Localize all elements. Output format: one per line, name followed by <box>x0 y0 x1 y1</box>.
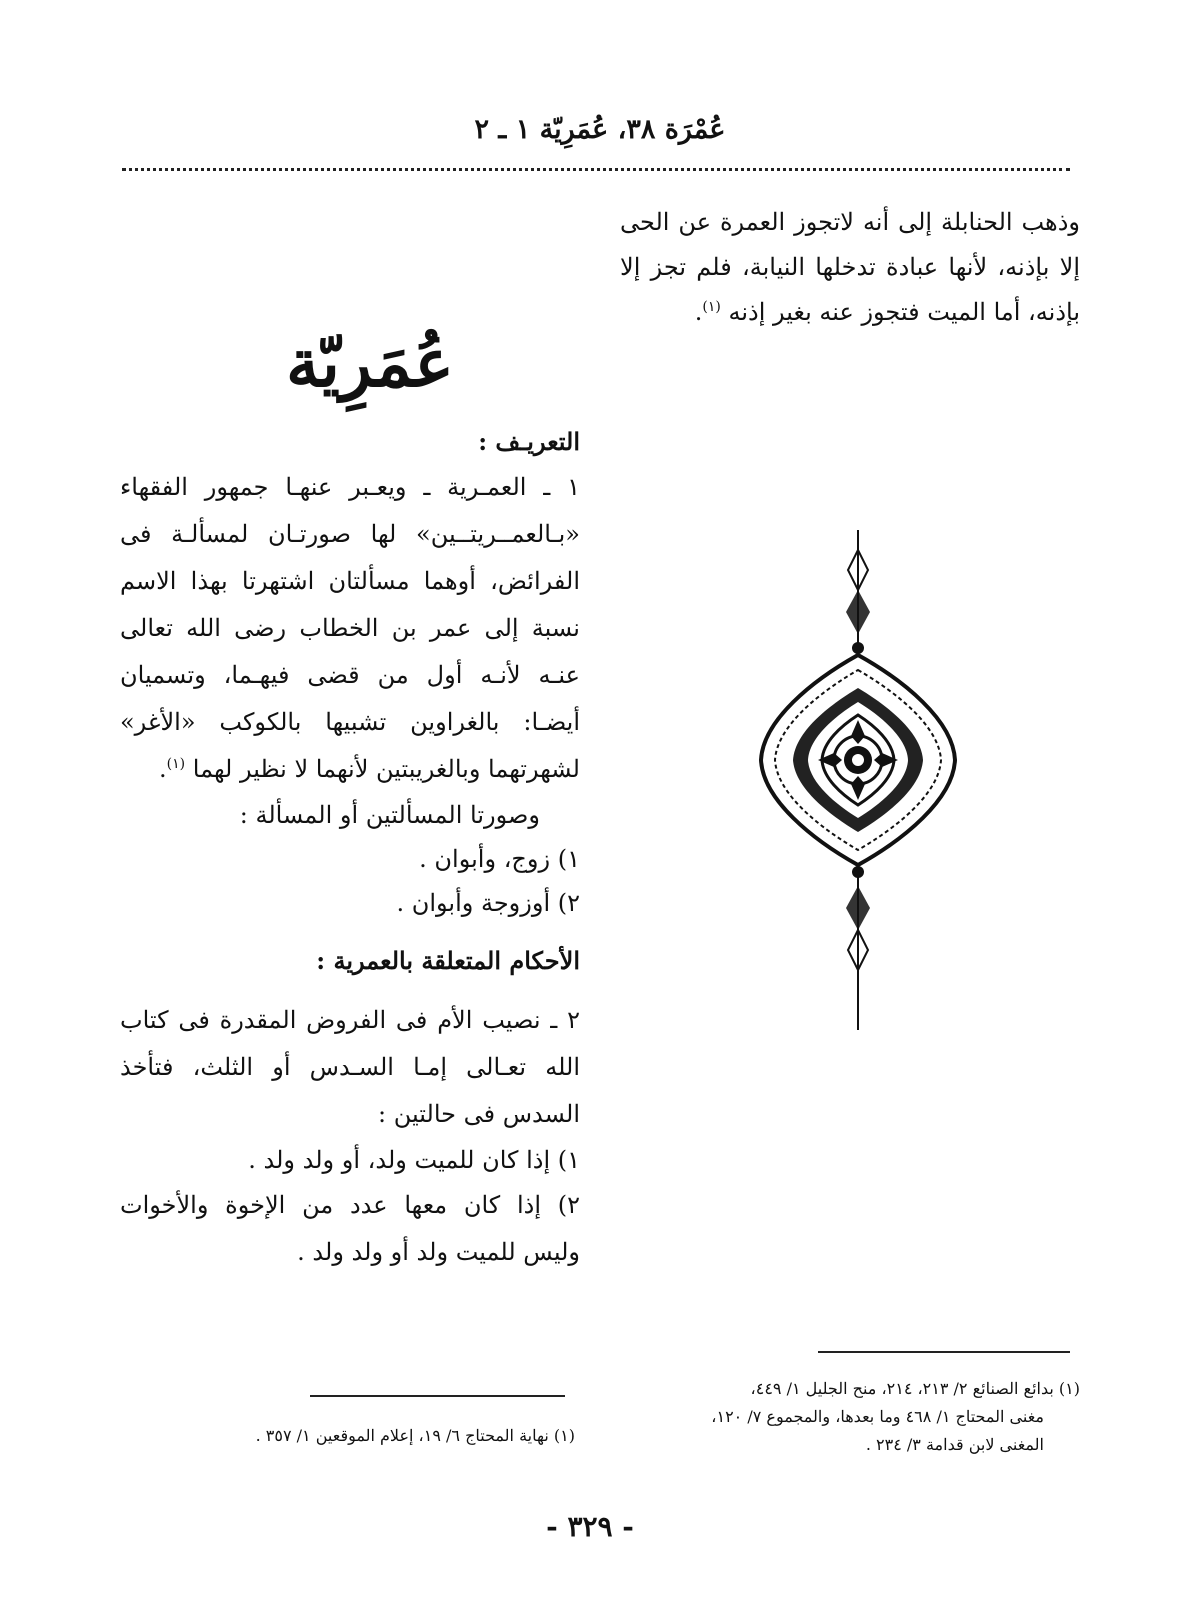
footnote-rule-left <box>310 1395 565 1397</box>
footnote-left: (١) نهاية المحتاج ٦/ ١٩، إعلام الموقعين ١/ ٣٥٧ . <box>255 1426 575 1445</box>
rulings-heading: الأحكام المتعلقة بالعمرية : <box>316 946 580 975</box>
running-header: عُمْرَة ٣٨، عُمَرِيّة ١ ـ ٢ <box>474 114 726 145</box>
paragraph-2: ٢ ـ نصيب الأم فى الفروض المقدرة فى كتاب الله تعـالى إمـا السـدس أو الثلث، فتأخذ السدس فى حالتين : <box>120 1006 580 1128</box>
decorative-ornament-icon <box>753 530 963 1030</box>
definition-heading: التعريـف : <box>478 427 580 456</box>
right-paragraph-text: وذهب الحنابلة إلى أنه لاتجوز العمرة عن الحى إلا بإذنه، لأنها عبادة تدخلها النيابة، فلم تجز إلا بإذنه، أما الميت فتجوز عنه بغير إذنه <box>620 208 1080 326</box>
spacer <box>120 983 580 997</box>
entry-title: عُمَرِيّة <box>286 324 454 402</box>
footnote-rule-right <box>818 1351 1070 1353</box>
form-item: ٢) أوزوجة وأبوان . <box>396 889 580 917</box>
footnote-right-line: مغنى المحتاج ١/ ٤٦٨ وما بعدها، والمجموع ٧/ ١٢٠، <box>711 1407 1044 1426</box>
paragraph-end: . <box>694 298 703 326</box>
footnote-right-line: المغنى لابن قدامة ٣/ ٢٣٤ . <box>865 1435 1044 1454</box>
paragraph-end: . <box>159 755 167 783</box>
left-column <box>120 318 580 1276</box>
paragraph-1 <box>120 464 580 793</box>
footnote-marker: (١) <box>702 299 721 315</box>
right-column-paragraph <box>620 200 1080 335</box>
footnote-marker: (١) <box>166 756 186 772</box>
spacer <box>120 925 580 939</box>
footnote-right <box>610 1375 1080 1459</box>
page-number: - ٣٢٩ - <box>546 1510 634 1543</box>
footnote-right-line: (١) بدائع الصنائع ٢/ ٢١٣، ٢١٤، منح الجليل ١/ ٤٤٩، <box>750 1379 1080 1398</box>
case-item: ٢) إذا كان معها عدد من الإخوة والأخوات وليس للميت ولد أو ولد ولد . <box>120 1191 580 1266</box>
forms-intro: وصورتا المسألتين أو المسألة : <box>239 801 540 829</box>
paragraph-1-text: ١ ـ العمـرية ـ ويعـبر عنهـا جمهور الفقهاء «بـالعمــريتــين» لها صورتـان لمسألـة فى الفرائض، أوهما مسألتان اشتهرتا بهذا الاسم نسبة إلى عمر بن الخطاب رضى الله تعالى عنـه لأنـه أول من قضى فيهـما، وتسميان أيضـا: بالغراوين تشبيها بالكوكب «الأغر» لشهرتهما وبالغريبتين لأنهما لا نظير لهما <box>120 473 580 783</box>
form-item: ١) زوج، وأبوان . <box>419 845 580 873</box>
case-item: ١) إذا كان للميت ولد، أو ولد ولد . <box>248 1146 580 1174</box>
right-column <box>620 200 1080 335</box>
header-dotted-rule <box>122 168 1070 171</box>
